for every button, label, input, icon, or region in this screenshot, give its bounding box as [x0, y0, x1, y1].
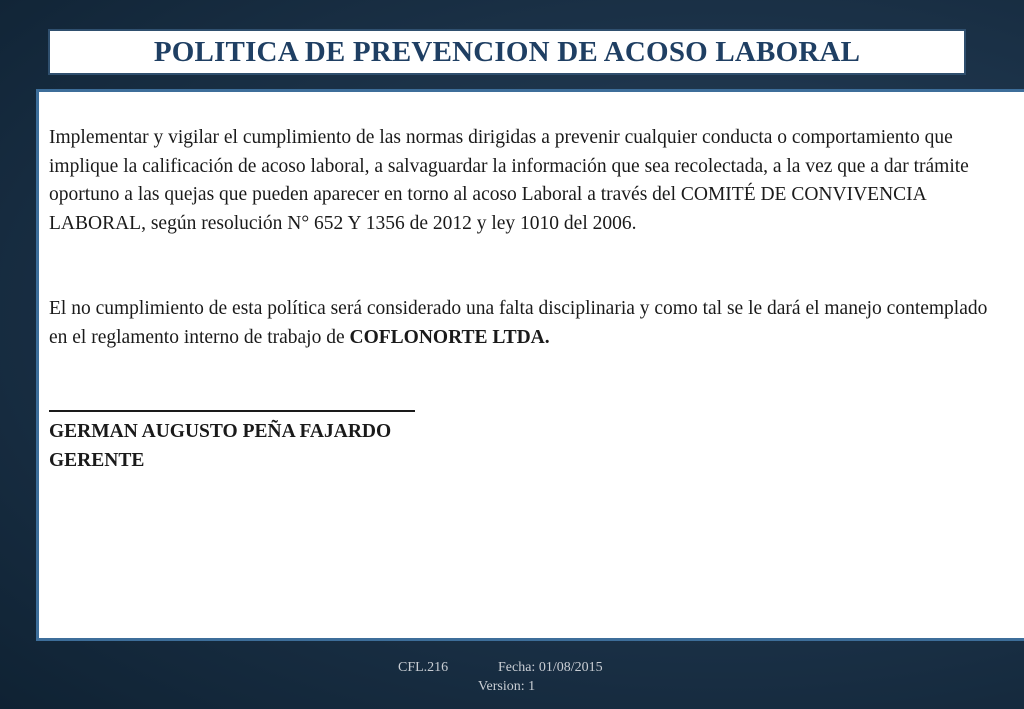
document-version: Version: 1: [478, 679, 536, 694]
policy-paragraph-2-text: El no cumplimiento de esta política será considerado una falta disciplinaria y como tal se le dará el manejo contemplado en el reglamento interno de trabajo de: [49, 298, 988, 348]
policy-paragraph-1: Implementar y vigilar el cumplimiento de las normas dirigidas a prevenir cualquier conducta o comportamiento que implique la calificación de acoso laboral, a salvaguardar la información que sea recolectada, a la vez que a dar trámite oportuno a las quejas que pueden aparecer en torno al acoso Laboral a través del COMITÉ DE CONVIVENCIA LABORAL, según resolución N° 652 Y 1356 de 2012 y ley 1010 del 2006.: [49, 127, 969, 234]
content-box: [36, 89, 1024, 641]
document-code: CFL.216: [398, 660, 449, 675]
title-box: [48, 29, 966, 75]
policy-paragraph-2: [49, 295, 1009, 352]
policy-content: [49, 124, 1009, 475]
footer: [398, 658, 638, 696]
signatory-role: GERENTE: [49, 449, 145, 471]
signatory-name: GERMAN AUGUSTO PEÑA FAJARDO: [49, 421, 392, 442]
company-name: COFLONORTE LTDA.: [349, 326, 550, 348]
signature-line: [49, 410, 415, 412]
document-date: Fecha: 01/08/2015: [498, 660, 603, 675]
page-title: POLITICA DE PREVENCION DE ACOSO LABORAL: [153, 35, 861, 68]
